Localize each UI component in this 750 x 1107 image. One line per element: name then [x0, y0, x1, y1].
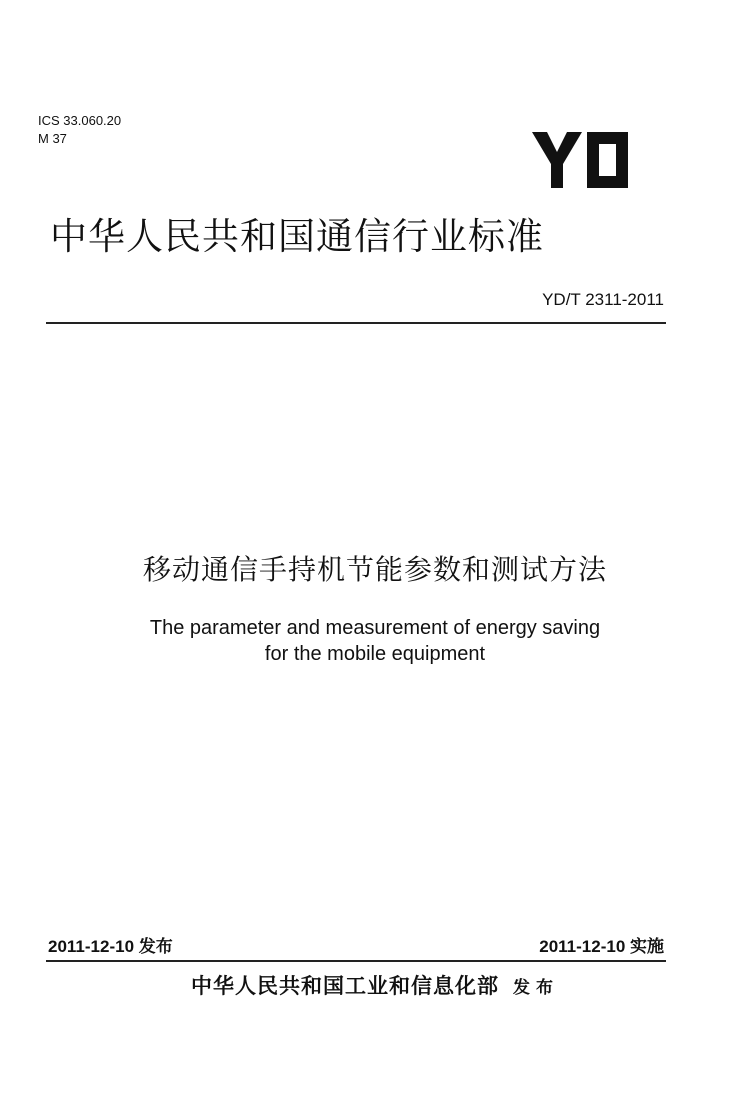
chinese-title: 移动通信手持机节能参数和测试方法 [142, 553, 607, 586]
ics-code: ICS 33.060.20 [38, 113, 122, 128]
release-date: 2011-12-10 发布 [48, 937, 173, 956]
english-title [0, 615, 750, 667]
ccs-code: M 37 [38, 131, 67, 146]
publisher-line [0, 970, 750, 1000]
implement-date: 2011-12-10 实施 [539, 937, 664, 956]
publish-suffix: 发布 [513, 978, 559, 998]
english-title-line1: The parameter and measurement of energy saving [149, 617, 601, 639]
publisher-name: 中华人民共和国工业和信息化部 [191, 973, 499, 998]
standard-number: YD/T 2311-2011 [542, 290, 664, 309]
header-divider [46, 322, 666, 324]
english-title-line2: for the mobile equipment [264, 643, 486, 665]
footer-divider [46, 960, 666, 962]
standard-category: 中华人民共和国通信行业标准 [50, 215, 544, 258]
yd-logo [532, 132, 628, 188]
ics-ccs-block [38, 112, 121, 148]
